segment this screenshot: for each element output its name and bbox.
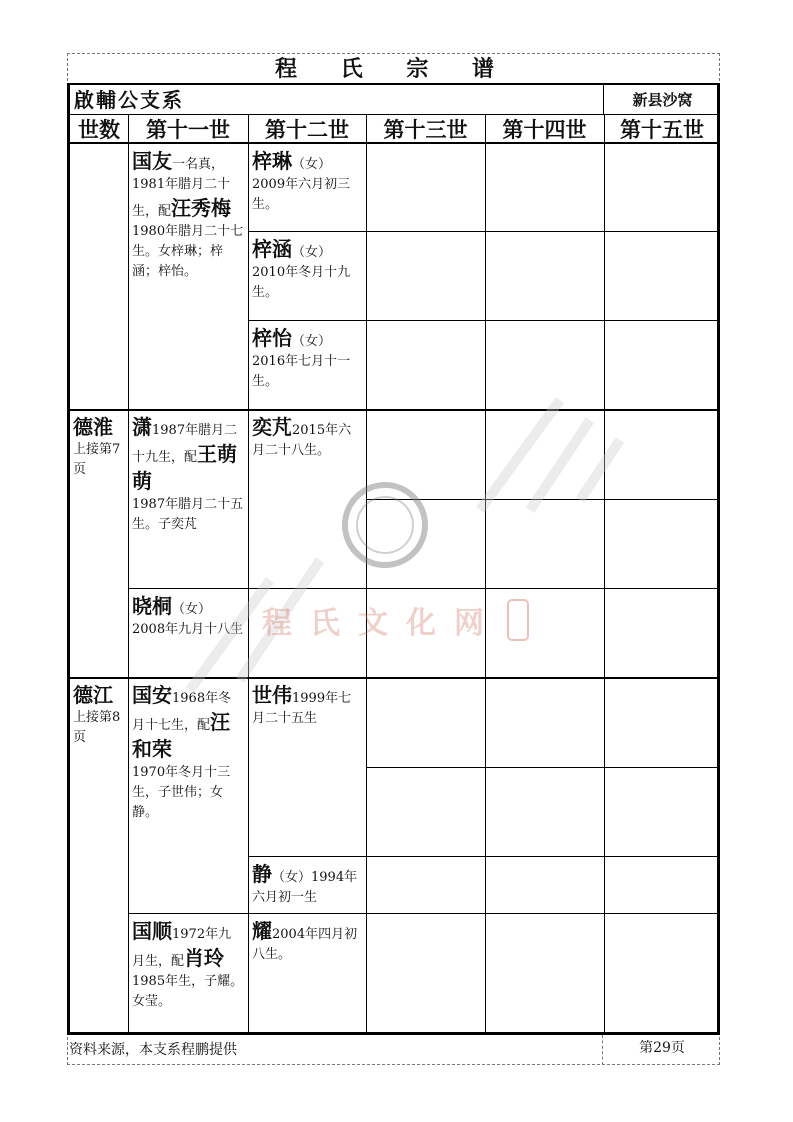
gen10-entry	[70, 679, 128, 751]
person-name: 德淮	[73, 415, 113, 439]
gen11-entry	[129, 145, 247, 285]
gen12-entry	[249, 679, 365, 732]
person-name: 国顺	[132, 919, 172, 943]
footer-source: 资料来源，本支系程鹏提供	[69, 1042, 237, 1058]
person-name: 梓怡	[252, 326, 292, 350]
person-name: 静	[252, 862, 272, 886]
spouse-info: 1970年冬月十三生，子世伟；女静。	[132, 765, 231, 820]
watermark-text: 程氏文化网	[262, 606, 502, 641]
footer	[67, 1035, 720, 1065]
gen12-entry	[249, 411, 365, 464]
gen11-entry	[129, 590, 247, 643]
spouse-name: 汪和荣	[132, 710, 231, 761]
branch-place: 新县沙窝	[603, 85, 721, 115]
header-gen11: 第十一世	[128, 115, 248, 144]
person-info: 一名真，1981年腊月二十生，配	[132, 157, 231, 219]
person-tag: （女）	[292, 334, 332, 349]
row-divider	[366, 499, 720, 500]
spouse-info: 1987年腊月二十五生。子奕芃	[132, 497, 244, 532]
gen11-entry	[129, 679, 247, 826]
person-birth: 2004年四月初八生。	[252, 927, 358, 962]
header-gen12: 第十二世	[248, 115, 366, 144]
continuation-note: 上接第8页	[73, 710, 121, 745]
spouse-name: 王萌萌	[132, 442, 238, 493]
header-gen15: 第十五世	[604, 115, 720, 144]
person-name: 奕芃	[252, 415, 292, 439]
spouse-name: 肖玲	[184, 946, 225, 970]
person-tag: （女）	[292, 157, 332, 172]
person-name: 耀	[252, 919, 272, 943]
person-birth: 1999年七月二十五生	[252, 691, 352, 726]
person-name: 梓涵	[252, 237, 292, 261]
row-divider	[128, 588, 248, 589]
gen11-entry	[129, 915, 247, 1015]
row-divider	[248, 320, 720, 321]
person-birth: 2010年冬月十九生。	[252, 265, 351, 300]
gen12-entry	[249, 858, 365, 911]
gen12-entry	[249, 915, 365, 968]
col-divider	[366, 115, 367, 1035]
person-name: 世伟	[252, 683, 292, 707]
person-birth: 2008年九月十八生	[132, 622, 244, 637]
col-divider	[485, 115, 486, 1035]
gen11-entry	[129, 411, 247, 538]
row-divider	[248, 856, 720, 857]
gen12-entry	[249, 233, 365, 306]
person-name: 梓琳	[252, 149, 292, 173]
person-info: 1987年腊月二十九生，配	[132, 423, 238, 465]
person-name: 德江	[73, 683, 113, 707]
person-birth: 2016年七月十一生。	[252, 354, 351, 389]
person-birth: 2009年六月初三生。	[252, 177, 351, 212]
spouse-info: 1985年生，子耀。女莹。	[132, 974, 244, 1009]
page-number: 第29页	[602, 1035, 721, 1065]
row-divider	[128, 913, 720, 914]
person-name: 潇	[132, 415, 152, 439]
person-birth: 2015年六月二十八生。	[252, 423, 352, 458]
person-info: （女）	[172, 602, 212, 617]
continuation-note: 上接第7页	[73, 442, 121, 477]
person-name: 国友	[132, 149, 172, 173]
col-divider	[604, 115, 605, 1035]
gen12-entry	[249, 322, 365, 395]
person-info: 1972年九月生，配	[132, 927, 232, 969]
branch-row	[67, 85, 720, 115]
person-name: 国安	[132, 683, 172, 707]
spouse-info: 1980年腊月二十七生。女梓琳；梓涵；梓怡。	[132, 224, 244, 279]
row-divider	[248, 231, 720, 232]
page-title: 程 氏 宗 谱	[67, 53, 720, 85]
row-divider	[248, 588, 720, 589]
person-info: 1968年冬月十七生，配	[132, 691, 232, 733]
branch-name: 啟輔公支系	[74, 88, 184, 112]
genealogy-table	[67, 115, 720, 1035]
person-tag: （女）1994	[272, 870, 345, 885]
header-gen13: 第十三世	[366, 115, 485, 144]
person-name: 晓桐	[132, 594, 172, 618]
spouse-name: 汪秀梅	[171, 196, 232, 220]
gen10-entry	[70, 411, 128, 483]
person-birth: 年六月初一生	[252, 870, 358, 905]
person-tag: （女）	[292, 245, 332, 260]
header-gen14: 第十四世	[485, 115, 604, 144]
row-divider	[366, 767, 720, 768]
header-generation: 世数	[70, 115, 128, 144]
gen12-entry	[249, 145, 365, 218]
